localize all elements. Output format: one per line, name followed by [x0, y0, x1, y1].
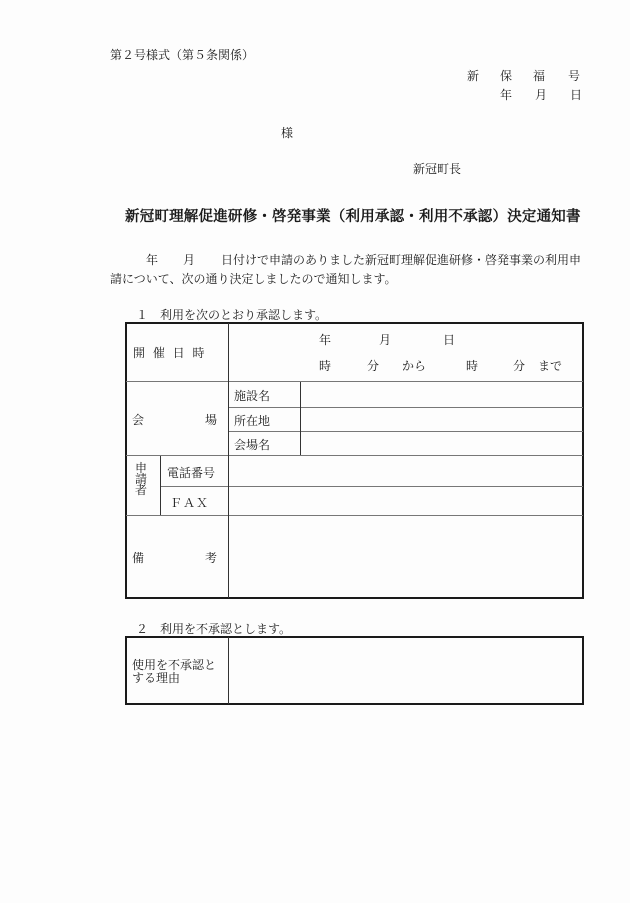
- facility-name-label: 施設名: [234, 389, 271, 403]
- section2-heading: ２ 利用を不承認とします。: [136, 622, 292, 636]
- venue-label-left: 会: [132, 413, 145, 427]
- issue-date-month: 月: [535, 88, 548, 102]
- reference-char: 新: [467, 69, 480, 83]
- body-date-year: 年: [146, 253, 159, 267]
- recipient-suffix: 様: [281, 126, 294, 140]
- venue-name-field[interactable]: [301, 432, 582, 454]
- datetime-end-hour: 時: [466, 359, 479, 373]
- datetime-year: 年: [319, 333, 332, 347]
- rejection-reason-label-line2: する理由: [132, 671, 181, 685]
- fax-label: ＦＡＸ: [170, 496, 210, 510]
- fax-field[interactable]: [229, 487, 582, 514]
- reference-char: 号: [568, 69, 581, 83]
- rejection-reason-label-line1: 使用を不承認と: [132, 658, 217, 672]
- remarks-label-left: 備: [132, 551, 145, 565]
- issue-date-year: 年: [500, 88, 513, 102]
- venue-label-right: 場: [205, 413, 218, 427]
- divider: [160, 456, 161, 515]
- document-title: 新冠町理解促進研修・啓発事業（利用承認・利用不承認）決定通知書: [125, 208, 581, 225]
- datetime-start-hour: 時: [319, 359, 332, 373]
- form-number: 第２号様式（第５条関係）: [110, 48, 255, 62]
- issuer: 新冠町長: [413, 162, 462, 176]
- reference-char: 保: [500, 69, 513, 83]
- phone-label: 電話番号: [167, 466, 216, 480]
- datetime-start-minute: 分: [367, 359, 380, 373]
- applicant-label: 申請者: [135, 461, 148, 497]
- issue-date-day: 日: [570, 88, 583, 102]
- datetime-day: 日: [443, 333, 456, 347]
- facility-name-field[interactable]: [301, 382, 582, 406]
- datetime-from: から: [402, 359, 427, 373]
- datetime-end-minute: 分: [513, 359, 526, 373]
- datetime-until: まで: [538, 359, 563, 373]
- remarks-label-right: 考: [205, 551, 218, 565]
- datetime-field[interactable]: [229, 324, 582, 380]
- section1-heading: １ 利用を次のとおり承認します。: [136, 308, 328, 322]
- remarks-field[interactable]: [229, 516, 582, 597]
- phone-field[interactable]: [229, 456, 582, 485]
- location-field[interactable]: [301, 408, 582, 430]
- reference-char: 福: [533, 69, 546, 83]
- datetime-label: 開 催 日 時: [133, 346, 207, 360]
- venue-name-label: 会場名: [234, 438, 271, 452]
- datetime-month: 月: [379, 333, 392, 347]
- body-date-month: 月: [183, 253, 196, 267]
- location-label: 所在地: [234, 414, 271, 428]
- rejection-reason-field[interactable]: [229, 638, 582, 703]
- body-text-line1: 日付けで申請のありました新冠町理解促進研修・啓発事業の利用申: [221, 253, 582, 267]
- body-text-line2: 請について、次の通り決定しましたので通知します。: [110, 272, 397, 286]
